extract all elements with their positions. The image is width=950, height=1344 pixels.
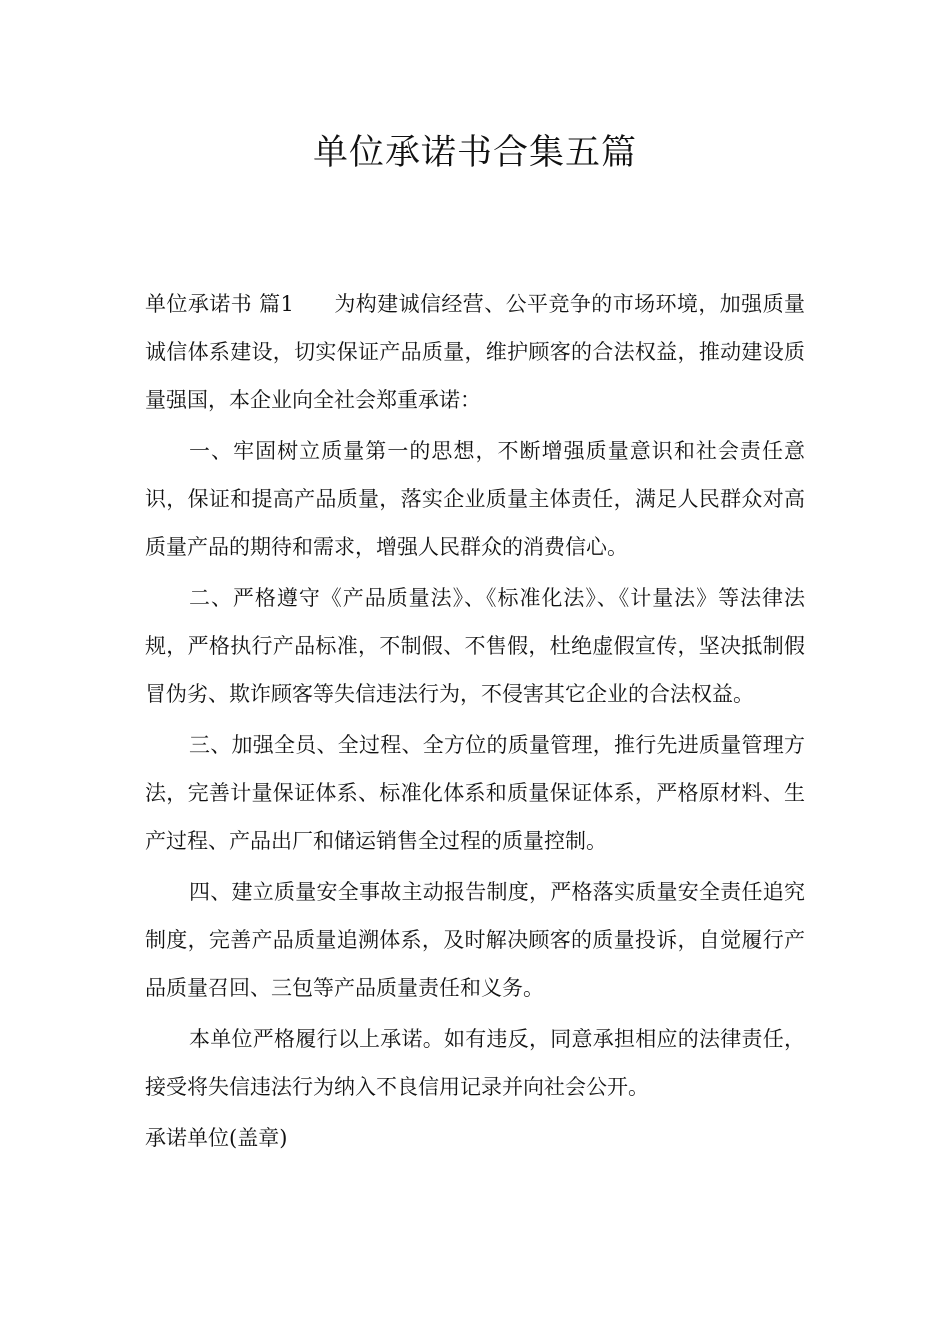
commitment-paragraph-1: 一、牢固树立质量第一的思想，不断增强质量意识和社会责任意识，保证和提高产品质量，落实企业质量主体责任，满足人民群众对高质量产品的期待和需求，增强人民群众的消费信心。 bbox=[145, 439, 805, 559]
document-title: 单位承诺书合集五篇 bbox=[312, 133, 637, 173]
intro-text: 为构建诚信经营、公平竞争的市场环境，加强质量诚信体系建设，切实保证产品质量，维护顾客的合法权益，推动建设质量强国，本企业向全社会郑重承诺： bbox=[145, 292, 805, 412]
commitment-paragraph-2: 二、严格遵守《产品质量法》、《标准化法》、《计量法》等法律法规，严格执行产品标准，不制假、不售假，杜绝虚假宣传，坚决抵制假冒伪劣、欺诈顾客等失信违法行为，不侵害其它企业的合法权益。 bbox=[145, 586, 805, 706]
commitment-paragraph-3: 三、加强全员、全过程、全方位的质量管理，推行先进质量管理方法，完善计量保证体系、标准化体系和质量保证体系，严格原材料、生产过程、产品出厂和储运销售全过程的质量控制。 bbox=[145, 733, 805, 853]
commitment-paragraph-4: 四、建立质量安全事故主动报告制度，严格落实质量安全责任追究制度，完善产品质量追溯体系，及时解决顾客的质量投诉，自觉履行产品质量召回、三包等产品质量责任和义务。 bbox=[145, 880, 805, 1000]
signature-label: 承诺单位(盖章) bbox=[145, 1126, 288, 1150]
closing-paragraph: 本单位严格履行以上承诺。如有违反，同意承担相应的法律责任，接受将失信违法行为纳入不良信用记录并向社会公开。 bbox=[145, 1027, 805, 1099]
document-body bbox=[145, 280, 805, 1162]
intro-paragraph bbox=[145, 280, 805, 424]
section-heading: 单位承诺书 篇1 bbox=[145, 292, 294, 316]
